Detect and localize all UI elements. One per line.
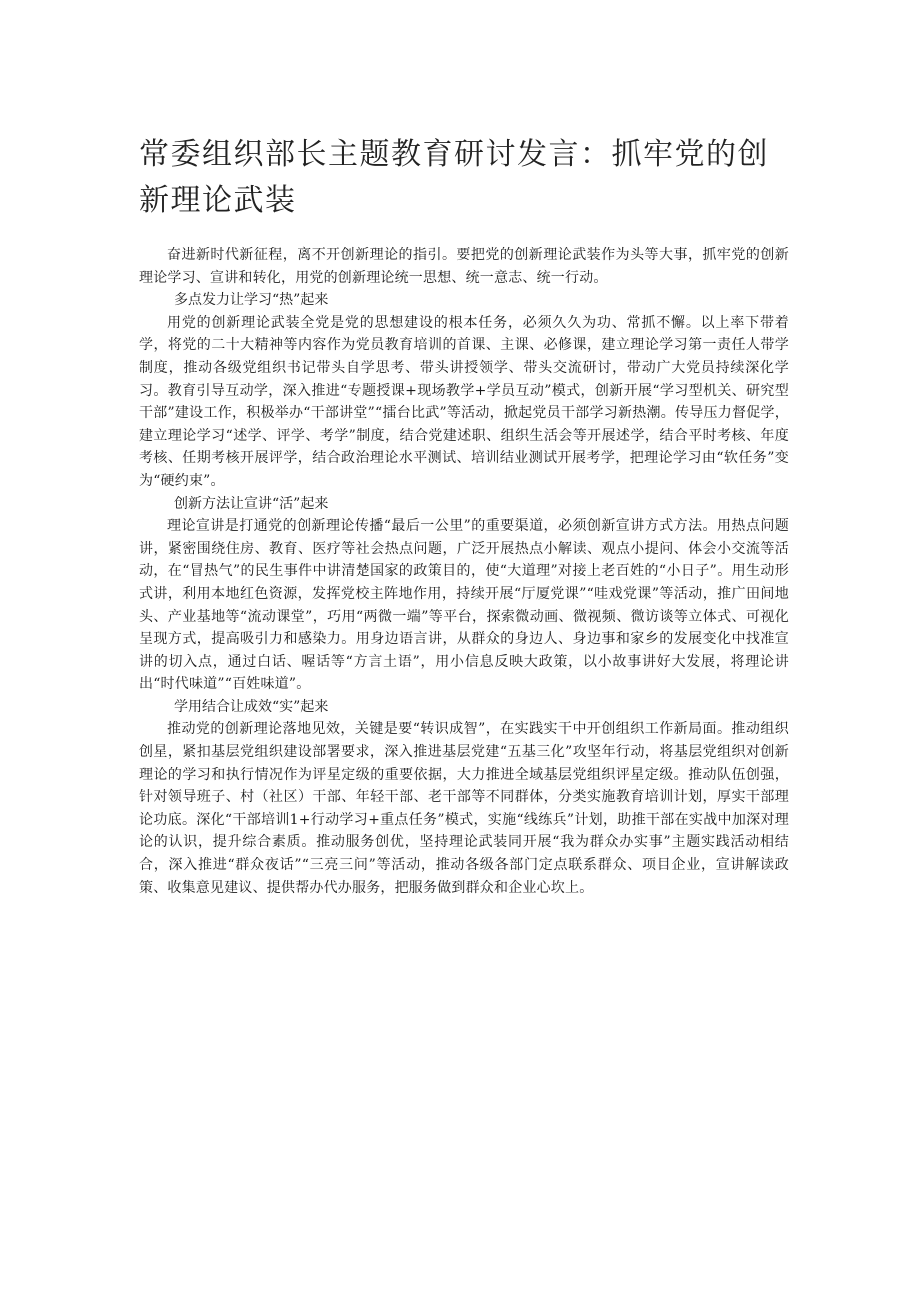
document-page bbox=[139, 132, 789, 899]
section-heading-results: 学用结合让成效“实”起来 bbox=[174, 698, 329, 715]
document-title: 常委组织部长主题教育研讨发言：抓牢党的创新理论武装 bbox=[139, 137, 769, 218]
section-heading-propaganda: 创新方法让宣讲“活”起来 bbox=[174, 495, 329, 512]
section-heading-study: 多点发力让学习“热”起来 bbox=[174, 292, 329, 309]
intro-paragraph: 奋进新时代新征程，离不开创新理论的指引。要把党的创新理论武装作为头等大事，抓牢党的创新理论学习、宣讲和转化，用党的创新理论统一思想、统一意志、统一行动。 bbox=[139, 247, 789, 286]
section-body-propaganda: 理论宣讲是打通党的创新理论传播“最后一公里”的重要渠道，必须创新宣讲方式方法。用热点问题讲，紧密围绕住房、教育、医疗等社会热点问题，广泛开展热点小解读、观点小提问、体会小交流等活动，在“冒热气”的民生事件中讲清楚国家的政策目的，使“大道理”对接上老百姓的“小日子”。用生动形式讲，利用本地红色资源，发挥党校主阵地作用，持续开展“厅厦党课”“哇戏党课”等活动，推广田间地头、产业基地等“流动课堂”，巧用“两微一端”等平台，探索微动画、微视频、微访谈等立体式、可视化呈现方式，提高吸引力和感染力。用身边语言讲，从群众的身边人、身边事和家乡的发展变化中找准宣讲的切入点，通过白话、喔话等“方言土语”，用小信息反映大政策，以小故事讲好大发展，将理论讲出“时代味道”“百姓味道”。 bbox=[139, 518, 789, 693]
section-body-results: 推动党的创新理论落地见效，关键是要“转识成智”，在实践实干中开创组织工作新局面。推动组织创星，紧扣基层党组织建设部署要求，深入推进基层党建“五基三化”攻坚年行动，将基层党组织对创新理论的学习和执行情况作为评星定级的重要依据，大力推进全域基层党组织评星定级。推动队伍创强，针对领导班子、村（社区）干部、年轻干部、老干部等不同群体，分类实施教育培训计划，厚实干部理论功底。深化“干部培训1+行动学习+重点任务”模式，实施“线练兵”计划，助推干部在实战中加深对理论的认识，提升综合素质。推动服务创优，坚持理论武装同开展“我为群众办实事”主题实践活动相结合，深入推进“群众夜话”“三亮三问”等活动，推动各级各部门定点联系群众、项目企业，宣讲解读政策、收集意见建议、提供帮办代办服务，把服务做到群众和企业心坎上。 bbox=[139, 721, 789, 896]
section-body-study: 用党的创新理论武装全党是党的思想建设的根本任务，必须久久为功、常抓不懈。以上率下带着学，将党的二十大精神等内容作为党员教育培训的首课、主课、必修课，建立理论学习第一责任人带学制度，推动各级党组织书记带头自学思考、带头讲授领学、带头交流研讨，带动广大党员持续深化学习。教育引导互动学，深入推进“专题授课+现场教学+学员互动”模式，创新开展“学习型机关、研究型干部”建设工作，积极举办“干部讲堂”“擂台比武”等活动，掀起党员干部学习新热潮。传导压力督促学，建立理论学习“述学、评学、考学”制度，结合党建述职、组织生活会等开展述学，结合平时考核、年度考核、任期考核开展评学，结合政治理论水平测试、培训结业测试开展考学，把理论学习由“软任务”变为“硬约束”。 bbox=[139, 314, 789, 489]
